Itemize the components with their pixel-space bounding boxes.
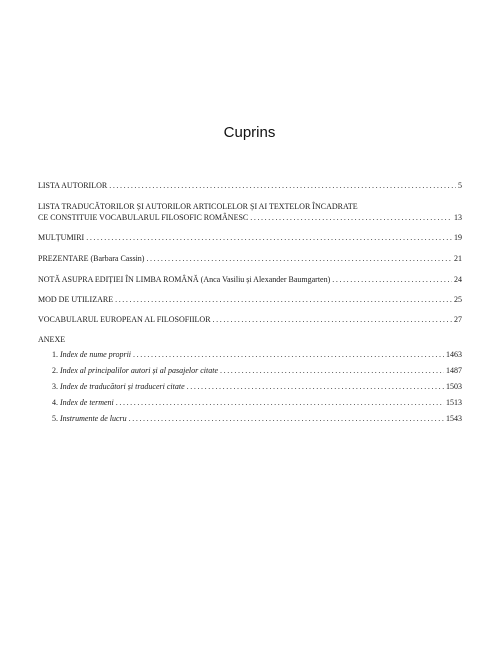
toc-entry-text: PREZENTARE (Barbara Cassin) bbox=[38, 254, 145, 263]
toc-entry-translators[interactable] bbox=[38, 201, 462, 223]
toc-page-number: 21 bbox=[454, 254, 462, 263]
toc-entry-text: MULȚUMIRI bbox=[38, 233, 85, 242]
annex-title: Instrumente de lucru bbox=[60, 414, 127, 423]
dot-leader bbox=[129, 413, 444, 424]
annex-number: 2. bbox=[52, 366, 58, 375]
annex-title: Index de termeni bbox=[60, 398, 114, 407]
annex-number: 3. bbox=[52, 382, 58, 391]
toc-annex-item-2[interactable] bbox=[52, 365, 462, 376]
toc-page-number: 24 bbox=[454, 275, 462, 284]
toc-entry-text: NOTĂ ASUPRA EDIȚIEI ÎN LIMBA ROMÂNĂ (Anca Vasiliu și Alexander Baumgarten) bbox=[38, 275, 331, 284]
annex-title: Index al principalilor autori și al pasajelor citate bbox=[60, 366, 218, 375]
toc-entry-edition-note[interactable] bbox=[38, 274, 462, 285]
toc-entry-text: VOCABULARUL EUROPEAN AL FILOSOFIILOR bbox=[38, 315, 211, 324]
toc-page-number: 19 bbox=[454, 233, 462, 242]
toc-entry-text: MOD DE UTILIZARE bbox=[38, 295, 114, 304]
annex-title: Index de nume proprii bbox=[60, 350, 132, 359]
dot-leader bbox=[146, 253, 452, 264]
toc-page-number: 27 bbox=[454, 315, 462, 324]
dot-leader bbox=[115, 294, 452, 305]
toc-entry-text: LISTA AUTORILOR bbox=[38, 181, 108, 190]
dot-leader bbox=[187, 381, 444, 392]
annex-number: 1. bbox=[52, 350, 58, 359]
toc-page-number: 25 bbox=[454, 295, 462, 304]
annexes-heading-text: ANEXE bbox=[38, 335, 66, 344]
toc-annex-item-3[interactable] bbox=[52, 381, 462, 392]
toc-entry-text-line1: LISTA TRADUCĂTORILOR ȘI AUTORILOR ARTICOLELOR ȘI AI TEXTELOR ÎNCADRATE bbox=[38, 202, 358, 211]
toc-page-number: 1463 bbox=[446, 350, 462, 359]
toc-entry-acknowledgements[interactable] bbox=[38, 232, 462, 243]
annex-number: 4. bbox=[52, 398, 58, 407]
toc-entry-vocabulary[interactable] bbox=[38, 314, 462, 325]
toc-page-number: 5 bbox=[458, 181, 462, 190]
page-title: Cuprins bbox=[223, 124, 276, 141]
annex-number: 5. bbox=[52, 414, 58, 423]
toc-entry-authors[interactable] bbox=[38, 180, 462, 191]
annex-title: Index de traducători și traduceri citate bbox=[60, 382, 185, 391]
dot-leader bbox=[133, 349, 444, 360]
toc-annexes-heading bbox=[38, 334, 462, 345]
dot-leader bbox=[332, 274, 452, 285]
toc-annex-item-5[interactable] bbox=[52, 413, 462, 424]
toc-page-number: 1543 bbox=[446, 414, 462, 423]
toc-entry-presentation[interactable] bbox=[38, 253, 462, 264]
toc-annex-item-4[interactable] bbox=[52, 397, 462, 408]
toc-entry-usage[interactable] bbox=[38, 294, 462, 305]
dot-leader bbox=[109, 180, 456, 191]
toc-annex-item-1[interactable] bbox=[52, 349, 462, 360]
toc-page-number: 1503 bbox=[446, 382, 462, 391]
toc-entry-text: CE CONSTITUIE VOCABULARUL FILOSOFIC ROMÂNESC bbox=[38, 213, 249, 222]
dot-leader bbox=[116, 397, 444, 408]
toc-page-number: 1487 bbox=[446, 366, 462, 375]
dot-leader bbox=[220, 365, 444, 376]
dot-leader bbox=[213, 314, 452, 325]
dot-leader bbox=[86, 232, 452, 243]
toc-page-number: 1513 bbox=[446, 398, 462, 407]
toc-page-number: 13 bbox=[454, 213, 462, 222]
dot-leader bbox=[250, 212, 452, 223]
